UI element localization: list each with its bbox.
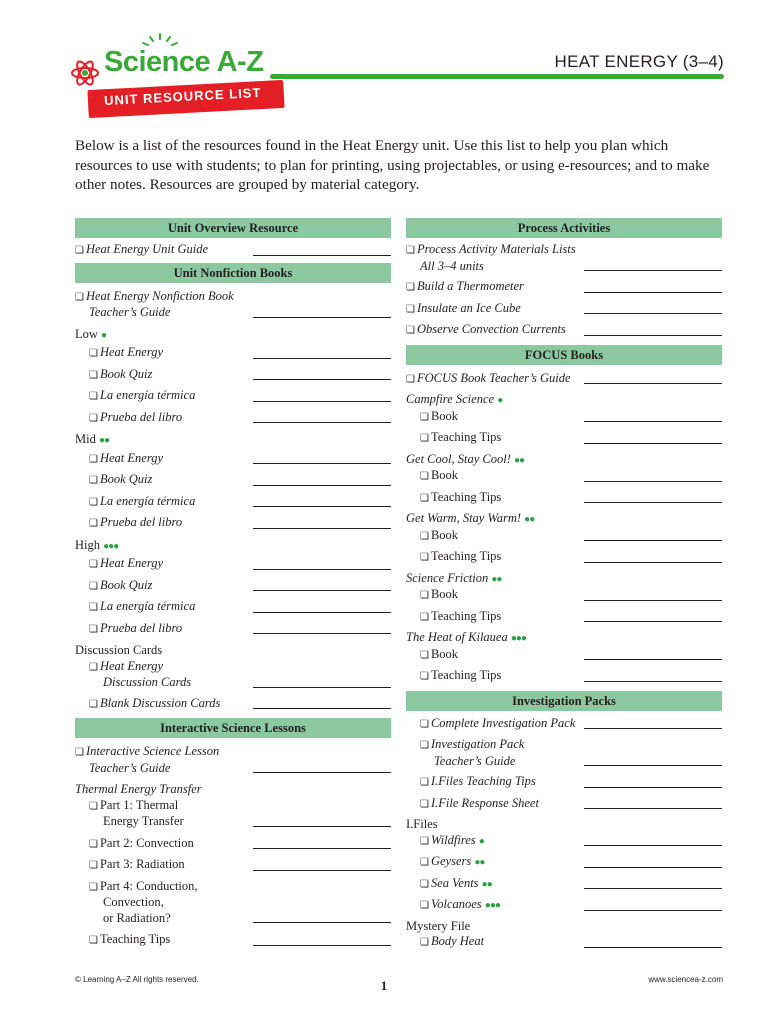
section-heading-lessons: Interactive Science Lessons (75, 718, 391, 738)
notes-line (584, 659, 722, 660)
notes-line (584, 292, 722, 293)
notes-line (253, 922, 391, 923)
list-item[interactable]: ❏ Wildfires ● (406, 833, 722, 850)
ifiles-label: I.Files (406, 817, 438, 831)
list-item[interactable]: ❏ Volcanoes ●●● (406, 897, 722, 914)
checkbox-icon[interactable]: ❏ (89, 412, 98, 424)
level-label-high: High ●●● (75, 537, 119, 552)
checkbox-icon[interactable]: ❏ (420, 671, 429, 682)
section-heading-nonfiction: Unit Nonfiction Books (75, 263, 391, 283)
level-dots: ● (478, 835, 484, 847)
list-item[interactable]: ❏ I.Files Teaching Tips (406, 774, 722, 791)
level-label-low: Low ● (75, 326, 107, 341)
list-item[interactable]: ❏ Part 4: Conduction, (89, 878, 198, 893)
list-item[interactable]: ❏ Observe Convection Currents (406, 322, 722, 339)
list-item[interactable]: ❏ Process Activity Materials Lists (406, 242, 576, 256)
notes-line (584, 600, 722, 601)
list-item[interactable]: ❏ Heat Energy Unit Guide (75, 242, 391, 259)
list-item[interactable]: ❏ Prueba del libro (75, 621, 391, 638)
notes-line (584, 787, 722, 788)
list-item[interactable]: ❏ Teaching Tips (406, 668, 722, 685)
notes-line (584, 502, 722, 503)
notes-line (253, 687, 391, 688)
list-item[interactable]: ❏ La energía térmica (75, 494, 391, 511)
checkbox-icon[interactable]: ❏ (420, 611, 429, 623)
checkbox-icon[interactable]: ❏ (89, 800, 98, 812)
level-dots: ● (101, 329, 107, 341)
list-item[interactable]: ❏ Book (406, 647, 722, 664)
list-item[interactable]: ❏ La energía térmica (75, 599, 391, 616)
notes-line (584, 681, 722, 682)
checkbox-icon[interactable]: ❏ (89, 860, 98, 871)
level-dots: ●● (98, 435, 110, 446)
list-item-cont: Discussion Cards (75, 675, 391, 691)
checkbox-icon[interactable]: ❏ (420, 900, 429, 911)
level-dots: ●●● (103, 540, 119, 552)
checkbox-icon[interactable]: ❏ (420, 552, 429, 563)
intro-paragraph: Below is a list of the resources found in the Heat Energy unit. Use this list to help you plan which resources to use with students; to plan for printing, using projectables, or using e-resources; and to make other notes. Resources are grouped by material category. (75, 137, 710, 193)
level-dots: ●● (481, 878, 492, 890)
notes-line (584, 270, 722, 271)
checkbox-icon[interactable]: ❏ (89, 838, 98, 850)
notes-line (253, 633, 391, 634)
list-item[interactable]: ❏ Geysers ●● (406, 854, 722, 871)
checkbox-icon[interactable]: ❏ (89, 580, 98, 592)
notes-line (584, 910, 722, 911)
notes-line (253, 528, 391, 529)
list-item-cont: Teacher’s Guide (406, 754, 722, 770)
level-dots: ●● (474, 857, 485, 868)
header-rule (270, 74, 724, 79)
checkbox-icon[interactable]: ❏ (75, 291, 84, 303)
list-item[interactable]: ❏ Interactive Science Lesson (75, 744, 220, 758)
checkbox-icon[interactable]: ❏ (420, 857, 429, 868)
list-item[interactable]: ❏ Sea Vents ●● (406, 876, 722, 893)
list-item[interactable]: ❏ Book Quiz (75, 367, 391, 384)
level-dots: ●● (491, 573, 502, 585)
list-item[interactable]: ❏ Insulate an Ice Cube (406, 301, 722, 318)
section-heading-process: Process Activities (406, 218, 722, 238)
list-item-cont: or Radiation? (75, 911, 391, 927)
checkbox-icon[interactable]: ❏ (406, 282, 415, 293)
list-item[interactable]: ❏ Prueba del libro (75, 515, 391, 532)
level-label-mid: Mid ●● (75, 432, 110, 446)
checkbox-icon[interactable]: ❏ (89, 881, 98, 893)
list-item[interactable]: ❏ La energía térmica (75, 388, 391, 405)
list-item[interactable]: ❏ Investigation Pack (420, 737, 525, 751)
transfer-label: Thermal Energy Transfer (75, 782, 202, 796)
focus-title: Get Cool, Stay Cool! ●● (406, 451, 525, 466)
checkbox-icon[interactable]: ❏ (420, 798, 429, 810)
discussion-cards-label: Discussion Cards (75, 643, 163, 657)
notes-line (584, 540, 722, 541)
checkbox-icon[interactable]: ❏ (420, 530, 429, 542)
level-dots: ●●● (510, 633, 526, 644)
list-item[interactable]: ❏ Complete Investigation Pack (406, 716, 722, 733)
notes-line (253, 945, 391, 946)
footer-url[interactable]: www.sciencea-z.com (648, 975, 723, 984)
notes-line (584, 562, 722, 563)
notes-line (253, 422, 391, 423)
checkbox-icon[interactable]: ❏ (420, 835, 429, 847)
list-item[interactable]: ❏ Teaching Tips (406, 609, 722, 626)
checkbox-icon[interactable]: ❏ (89, 602, 98, 613)
section-heading-focus: FOCUS Books (406, 345, 722, 365)
section-heading-unit-overview: Unit Overview Resource (75, 218, 391, 238)
notes-line (253, 401, 391, 402)
list-item[interactable]: ❏ Book Quiz (75, 472, 391, 489)
notes-line (253, 569, 391, 570)
level-dots: ●● (524, 514, 535, 525)
list-item-cont: All 3–4 units (406, 259, 722, 275)
level-dots: ●●● (484, 900, 500, 911)
checkbox-icon[interactable]: ❏ (406, 245, 415, 256)
left-column (75, 218, 391, 949)
list-item-cont: Convection, (103, 895, 164, 909)
checkbox-icon[interactable]: ❏ (420, 471, 429, 482)
checkbox-icon[interactable]: ❏ (89, 559, 98, 570)
unit-title: HEAT ENERGY (3–4) (554, 52, 724, 71)
notes-line (584, 808, 722, 809)
mystery-file-label: Mystery File (406, 918, 471, 933)
checkbox-icon[interactable]: ❏ (89, 369, 98, 381)
notes-line (253, 463, 391, 464)
notes-line (253, 255, 391, 256)
list-item[interactable]: ❏ Teaching Tips (406, 549, 722, 566)
notes-line (584, 421, 722, 422)
list-item[interactable]: ❏ Heat Energy (89, 658, 164, 673)
checkbox-icon[interactable]: ❏ (89, 698, 98, 710)
focus-title: Get Warm, Stay Warm! ●● (406, 511, 535, 525)
checkbox-icon[interactable]: ❏ (406, 373, 415, 385)
list-item[interactable]: ❏ Book (406, 528, 722, 545)
list-item[interactable]: ❏ I.File Response Sheet (406, 796, 722, 813)
logo-subtitle: UNIT RESOURCE LIST (103, 84, 262, 109)
checkbox-icon[interactable]: ❏ (420, 718, 429, 730)
list-item[interactable]: ❏ Heat Energy (75, 556, 391, 573)
list-item[interactable]: ❏ Part 2: Convection (75, 836, 391, 853)
copyright: © Learning A–Z All rights reserved. (75, 975, 199, 984)
list-item[interactable]: ❏ FOCUS Book Teacher’s Guide (406, 371, 722, 388)
atom-icon (70, 58, 100, 88)
checkbox-icon[interactable]: ❏ (420, 878, 429, 890)
science-az-logo (70, 38, 280, 120)
notes-line (253, 317, 391, 318)
list-item[interactable]: ❏ Book (406, 587, 722, 604)
checkbox-icon[interactable]: ❏ (420, 433, 429, 444)
notes-line (253, 708, 391, 709)
list-item[interactable]: ❏ Build a Thermometer (406, 279, 722, 296)
logo-title: Science A-Z (104, 46, 264, 78)
list-item-cont: Energy Transfer (75, 814, 391, 830)
notes-line (584, 313, 722, 314)
checkbox-icon[interactable]: ❏ (75, 747, 84, 758)
section-heading-investigation: Investigation Packs (406, 691, 722, 711)
list-item[interactable]: ❏ Book (406, 409, 722, 426)
list-item[interactable]: ❏ Book Quiz (75, 578, 391, 595)
list-item[interactable]: ❏ Heat Energy (75, 345, 391, 362)
focus-title: Campfire Science ● (406, 392, 503, 406)
notes-line (253, 485, 391, 486)
checkbox-icon[interactable]: ❏ (420, 411, 429, 423)
notes-line (584, 335, 722, 336)
list-item[interactable]: ❏ Part 3: Radiation (75, 857, 391, 874)
list-item[interactable]: ❏ Teaching Tips (406, 490, 722, 507)
notes-line (253, 506, 391, 507)
page-number: 1 (380, 978, 388, 993)
notes-line (253, 379, 391, 380)
list-item[interactable]: ❏ Body Heat (406, 934, 722, 951)
checkbox-icon[interactable]: ❏ (89, 348, 98, 359)
checkbox-icon[interactable]: ❏ (420, 649, 429, 661)
notes-line (584, 888, 722, 889)
notes-line (584, 947, 722, 948)
checkbox-icon[interactable]: ❏ (89, 935, 98, 946)
notes-line (584, 765, 722, 766)
checkbox-icon[interactable]: ❏ (75, 245, 84, 256)
list-item-cont: Teacher’s Guide (75, 761, 391, 777)
checkbox-icon[interactable]: ❏ (406, 325, 415, 336)
list-item-cont: Teacher’s Guide (75, 305, 391, 321)
checkbox-icon[interactable]: ❏ (420, 777, 429, 788)
checkbox-icon[interactable]: ❏ (89, 661, 98, 673)
notes-line (253, 772, 391, 773)
checkbox-icon[interactable]: ❏ (420, 740, 429, 751)
notes-line (584, 845, 722, 846)
list-item[interactable]: ❏ Teaching Tips (406, 430, 722, 447)
checkbox-icon[interactable]: ❏ (89, 496, 98, 508)
notes-line (584, 621, 722, 622)
list-item[interactable]: ❏ Teaching Tips (75, 932, 391, 949)
notes-line (253, 358, 391, 359)
notes-line (584, 383, 722, 384)
checkbox-icon[interactable]: ❏ (89, 453, 98, 465)
checkbox-icon[interactable]: ❏ (89, 518, 98, 529)
checkbox-icon[interactable]: ❏ (89, 391, 98, 402)
checkbox-icon[interactable]: ❏ (420, 590, 429, 601)
level-dots: ● (497, 395, 503, 406)
list-item[interactable]: ❏ Heat Energy Nonfiction Book (75, 288, 234, 303)
notes-line (253, 612, 391, 613)
checkbox-icon[interactable]: ❏ (406, 303, 415, 315)
notes-line (253, 870, 391, 871)
notes-line (253, 590, 391, 591)
notes-line (584, 481, 722, 482)
notes-line (584, 728, 722, 729)
notes-line (253, 848, 391, 849)
list-item[interactable]: ❏ Part 1: Thermal (89, 797, 179, 812)
focus-title: The Heat of Kilauea ●●● (406, 630, 526, 644)
list-item[interactable]: ❏ Blank Discussion Cards (75, 696, 391, 713)
list-item[interactable]: ❏ Book (406, 468, 722, 485)
notes-line (584, 867, 722, 868)
checkbox-icon[interactable]: ❏ (420, 937, 429, 948)
right-column (406, 218, 722, 951)
notes-line (253, 826, 391, 827)
list-item[interactable]: ❏ Prueba del libro (75, 410, 391, 427)
list-item[interactable]: ❏ Heat Energy (75, 451, 391, 468)
checkbox-icon[interactable]: ❏ (420, 492, 429, 504)
notes-line (584, 443, 722, 444)
level-dots: ●● (513, 454, 525, 466)
focus-title: Science Friction ●● (406, 570, 502, 585)
checkbox-icon[interactable]: ❏ (89, 475, 98, 486)
checkbox-icon[interactable]: ❏ (89, 623, 98, 635)
